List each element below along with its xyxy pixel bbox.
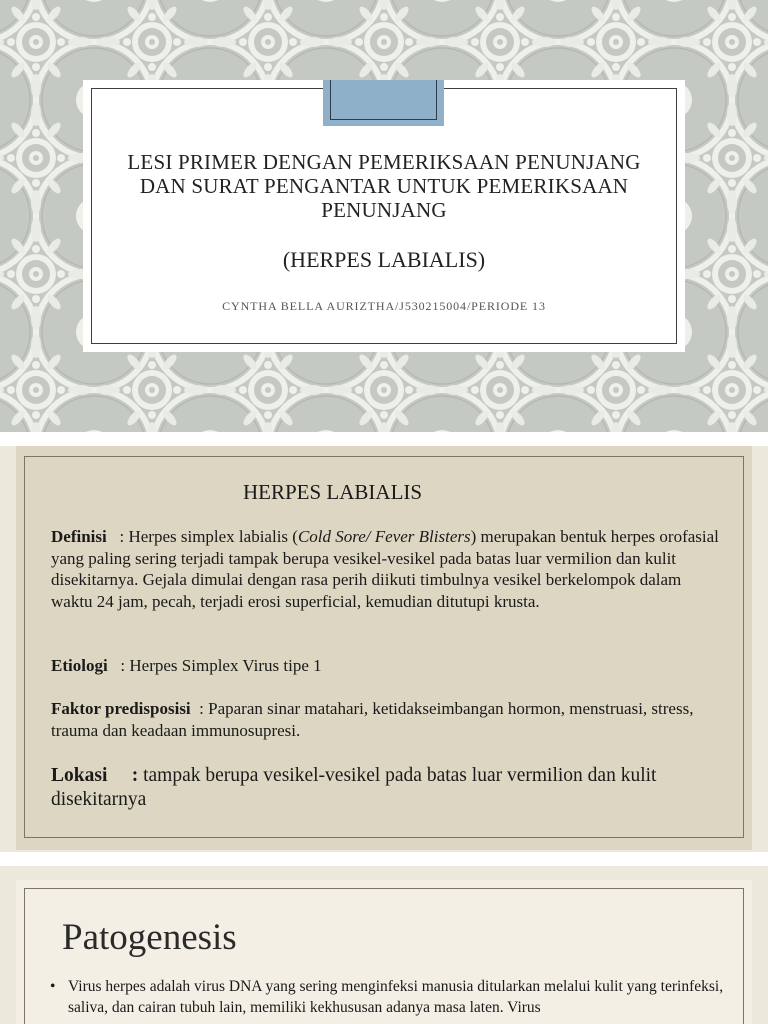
title-line: PENUNJANG [321,198,447,222]
bullet-icon: • [50,978,56,995]
list-item [50,976,730,1018]
title-slide [0,0,768,432]
author-line: CYNTHA BELLA AURIZTHA/J530215004/PERIODE 13 [222,299,546,313]
lokasi-label: Lokasi [51,765,108,786]
title-accent-tab [323,80,444,126]
faktor-text: : Paparan sinar matahari, ketidakseimbangan hormon, menstruasi, stress, trauma dan keadaan immunosupresi. [51,699,698,740]
title-card [83,80,685,352]
herpes-labialis-slide [0,446,768,852]
definisi-separator: : Herpes simplex labialis ( [106,527,298,546]
definisi-italic-term: Cold Sore/ Fever Blisters [297,527,471,546]
patogenesis-bullets [50,976,730,1018]
presentation-subtitle: (HERPES LABIALIS) [282,247,486,272]
etiologi-paragraph [51,655,719,677]
etiologi-label: Etiologi [51,656,108,675]
patogenesis-panel [16,880,752,1024]
title-line: DAN SURAT PENGANTAR UNTUK PEMERIKSAAN [139,174,629,198]
presentation-title [103,150,665,222]
lokasi-text: tampak berupa vesikel-vesikel pada batas luar vermilion dan kulit disekitarnya [51,765,657,810]
definisi-text: ) merupakan bentuk herpes orofasial yang paling sering terjadi tampak berupa vesikel-vesikel pada batas luar vermilion dan kulit disekitarnya. Gejala dimulai dengan rasa perih diikuti timbulnya vesikel berkelompok dalam waktu 24 jam, pecah, terjadi erosi superficial, kemudian ditutupi krusta. [51,527,719,611]
etiologi-text: : Herpes Simplex Virus tipe 1 [107,656,322,675]
title-line: LESI PRIMER DENGAN PEMERIKSAAN PENUNJANG [127,150,641,174]
slide-heading: HERPES LABIALIS [243,480,423,504]
faktor-paragraph [51,698,719,741]
bullet-text: Virus herpes adalah virus DNA yang sering menginfeksi manusia ditularkan melalui kulit yang terinfeksi, saliva, dan cairan tubuh lain, memiliki kekhususan adanya masa laten. Virus [68,978,724,1016]
lokasi-colon: : [107,765,144,786]
content-panel [16,446,752,850]
lokasi-paragraph [51,764,719,812]
patogenesis-slide [0,866,768,1024]
title-accent-tab-line [330,80,437,120]
faktor-label: Faktor predisposisi [51,699,191,718]
definisi-label: Definisi [51,527,107,546]
definisi-paragraph [51,526,719,612]
patogenesis-heading: Patogenesis [62,917,237,958]
